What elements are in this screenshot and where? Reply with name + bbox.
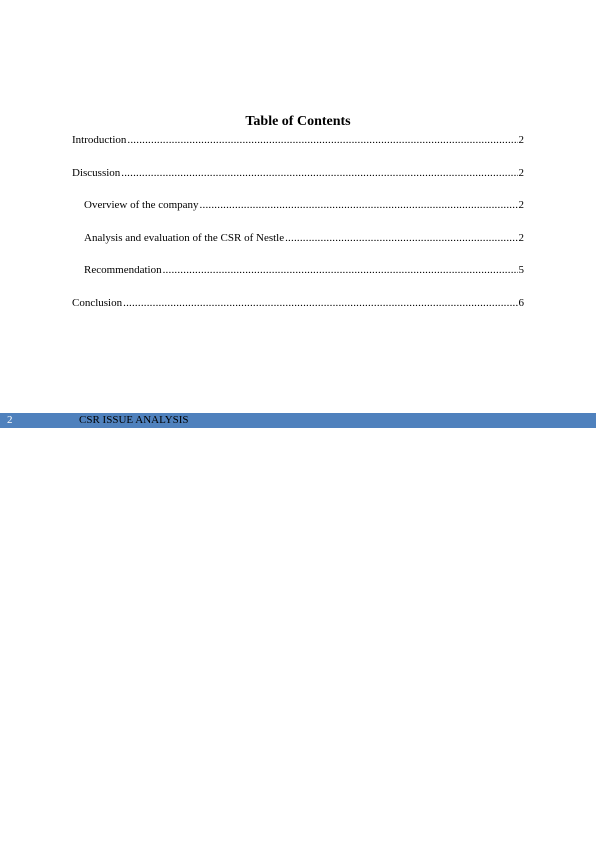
dot-leader	[121, 166, 517, 180]
toc-entry-label: Discussion	[72, 166, 121, 179]
toc-entry-label: Analysis and evaluation of the CSR of Nestle	[84, 231, 285, 244]
dot-leader	[127, 133, 517, 147]
toc-entry-introduction[interactable]	[72, 133, 524, 166]
footer-bar	[0, 413, 596, 428]
toc-entry-label: Overview of the company	[84, 199, 199, 211]
toc-page-number: 2	[518, 199, 524, 211]
toc-entry-label: Recommendation	[84, 264, 162, 276]
dot-leader	[200, 198, 518, 212]
toc-title: Table of Contents	[245, 114, 351, 129]
dot-leader	[285, 231, 517, 245]
toc-entry-overview-of-the-company[interactable]	[72, 198, 524, 231]
toc-entry-label: Conclusion	[72, 296, 123, 309]
toc-entry-recommendation[interactable]	[72, 263, 524, 296]
toc-entry-conclusion[interactable]	[72, 296, 524, 329]
toc-page-number: 2	[518, 134, 524, 146]
table-of-contents	[72, 133, 524, 328]
toc-entry-discussion[interactable]	[72, 166, 524, 199]
toc-page-number: 2	[518, 231, 524, 244]
footer-page-number: 2	[7, 414, 13, 426]
toc-entry-label: Introduction	[72, 134, 127, 146]
toc-page-number: 6	[518, 296, 524, 309]
toc-page-number: 2	[518, 166, 524, 179]
dot-leader	[123, 296, 517, 310]
toc-entry-analysis-and-evaluation[interactable]	[72, 231, 524, 264]
footer-running-title: CSR ISSUE ANALYSIS	[79, 414, 189, 426]
dot-leader	[163, 263, 518, 277]
toc-page-number: 5	[518, 264, 524, 276]
